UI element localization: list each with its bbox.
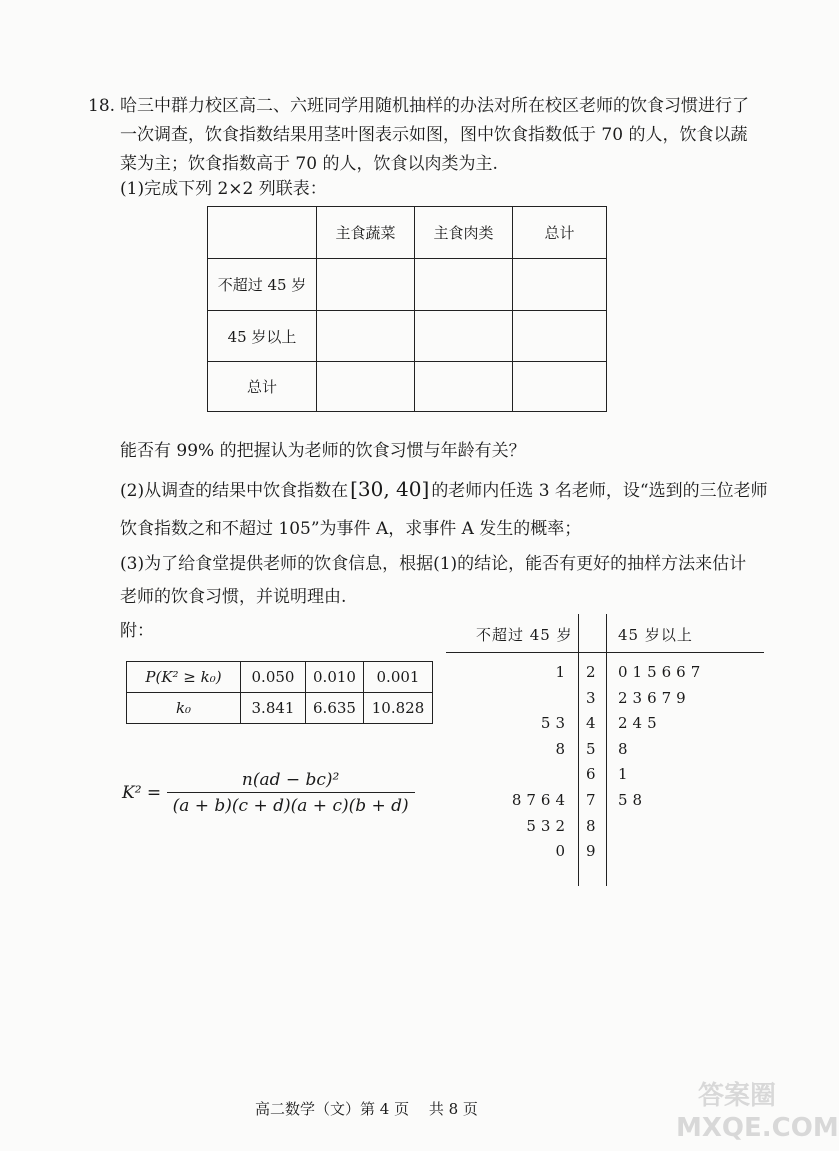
contingency-table [207, 206, 607, 412]
stem-leaf-stem: 3 [586, 688, 597, 707]
k-value-table [126, 661, 433, 724]
table-cell [415, 259, 513, 311]
part2-text-b: 的老师内任选 3 名老师，设“选到的三位老师 [431, 481, 768, 501]
stem-leaf-left-header: 不超过 45 岁 [476, 626, 573, 644]
table-cell [513, 362, 607, 412]
intro-line-2: 一次调查，饮食指数结果用茎叶图表示如图，图中饮食指数低于 70 的人，饮食以蔬 [120, 125, 748, 145]
problem-number: 18. [88, 96, 116, 116]
question-1: 能否有 99% 的把握认为老师的饮食习惯与年龄有关？ [120, 441, 526, 461]
table-cell [513, 311, 607, 362]
table-cell [317, 311, 415, 362]
k-table-p-value: 0.010 [306, 662, 364, 693]
table-cell [415, 362, 513, 412]
stem-leaf-left-leaves: 1 [555, 663, 570, 681]
k-table-k-value: 3.841 [241, 693, 306, 724]
k-table-p-label: P(K² ≥ k₀) [127, 662, 241, 693]
stem-leaf-stem: 8 [586, 816, 597, 835]
formula-denominator: (a + b)(c + d)(a + c)(b + d) [172, 796, 409, 816]
stem-leaf-stem: 5 [586, 739, 597, 758]
chi-square-formula [122, 770, 415, 816]
stem-leaf-left-leaves: 0 [555, 842, 570, 861]
part2-line-2: 饮食指数之和不超过 105”为事件 A，求事件 A 发生的概率； [120, 519, 582, 539]
stem-leaf-stem: 9 [586, 842, 597, 861]
table-row-label: 总计 [208, 362, 317, 412]
table-cell [317, 362, 415, 412]
part2-text-a: (2)从调查的结果中饮食指数在 [120, 481, 349, 501]
stem-leaf-plot [446, 614, 766, 886]
stem-leaf-left-leaves: 8 [555, 739, 570, 758]
k-table-k-value: 6.635 [306, 693, 364, 724]
stem-leaf-stem: 6 [586, 765, 597, 784]
table-header-corner [208, 207, 317, 259]
stem-leaf-left-leaves: 8764 [511, 791, 570, 809]
part1-prompt: (1)完成下列 2×2 列联表： [120, 179, 327, 199]
stem-leaf-header-rule [446, 652, 764, 653]
intro-line-1: 哈三中群力校区高二、六班同学用随机抽样的办法对所在校区老师的饮食习惯进行了 [120, 96, 749, 116]
part2-line-1 [120, 478, 768, 502]
table-header: 主食蔬菜 [317, 207, 415, 259]
table-header: 主食肉类 [415, 207, 513, 259]
stem-leaf-right-leaves: 23679 [618, 688, 691, 707]
k-table-k-label: k₀ [127, 693, 241, 724]
stem-leaf-stem: 4 [586, 714, 597, 733]
part2-interval: [30, 40] [350, 477, 430, 501]
stem-leaf-right-header: 45 岁以上 [618, 626, 693, 644]
stem-leaf-left-leaves: 532 [526, 816, 570, 835]
stem-leaf-left-rule [578, 614, 579, 886]
table-row-label: 45 岁以上 [208, 311, 317, 362]
table-cell [415, 311, 513, 362]
stem-leaf-stem: 2 [586, 663, 597, 681]
stem-leaf-left-leaves: 53 [540, 714, 570, 733]
stem-leaf-right-leaves: 58 [618, 791, 648, 809]
formula-lhs: K² = [122, 783, 162, 803]
table-row-label: 不超过 45 岁 [208, 259, 317, 311]
k-table-p-value: 0.050 [241, 662, 306, 693]
intro-line-3: 菜为主；饮食指数高于 70 的人，饮食以肉类为主. [120, 154, 498, 174]
stem-leaf-right-leaves: 1 [618, 765, 633, 784]
watermark-logo: 答案圈 MXQE.COM [676, 1081, 839, 1143]
formula-fraction [167, 770, 415, 816]
formula-numerator: n(ad − bc)² [167, 770, 415, 793]
page-footer: 高二数学（文）第 4 页 共 8 页 [255, 1100, 478, 1118]
part3-line-2: 老师的饮食习惯，并说明理由. [120, 587, 347, 607]
k-table-p-value: 0.001 [364, 662, 433, 693]
appendix-label: 附： [120, 621, 154, 641]
stem-leaf-stem: 7 [586, 791, 597, 809]
stem-leaf-right-leaves: 8 [618, 739, 633, 758]
stem-leaf-right-leaves: 245 [618, 714, 662, 733]
table-header: 总计 [513, 207, 607, 259]
part3-line-1: (3)为了给食堂提供老师的饮食信息，根据(1)的结论，能否有更好的抽样方法来估计 [120, 554, 747, 574]
k-table-k-value: 10.828 [364, 693, 433, 724]
table-cell [317, 259, 415, 311]
stem-leaf-right-leaves: 015667 [618, 663, 706, 681]
stem-leaf-right-rule [606, 614, 607, 886]
table-cell [513, 259, 607, 311]
